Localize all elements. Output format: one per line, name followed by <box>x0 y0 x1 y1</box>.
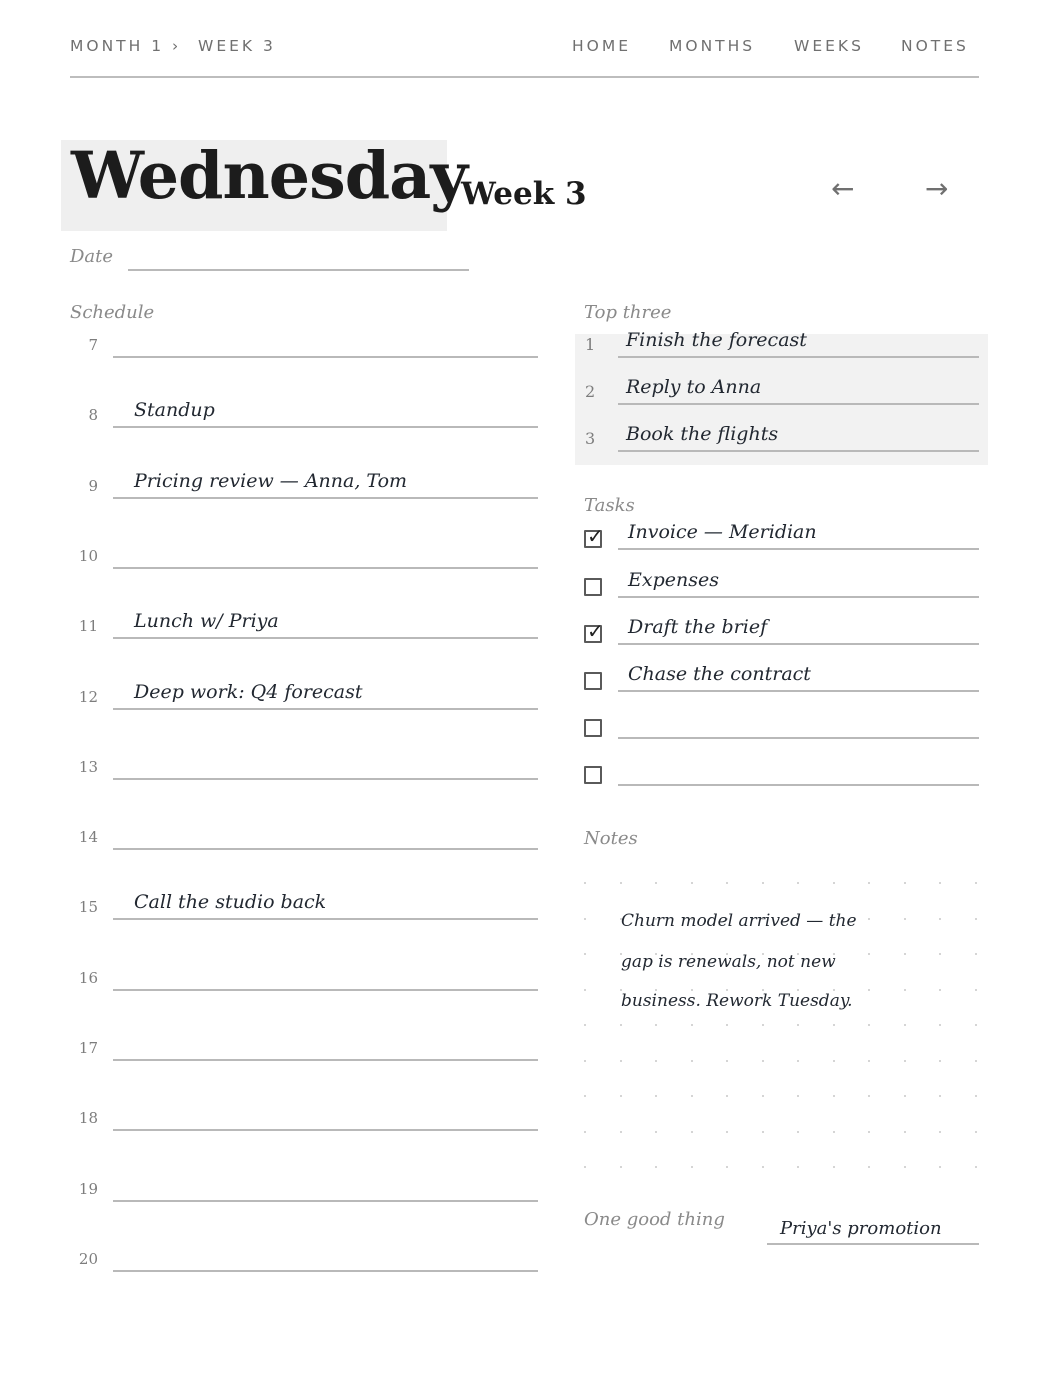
grid-dot <box>939 953 941 955</box>
schedule-hour: 11 <box>78 617 98 636</box>
grid-dot <box>726 1060 728 1062</box>
grid-dot <box>868 1095 870 1097</box>
grid-dot <box>691 1095 693 1097</box>
schedule-hour: 18 <box>78 1109 98 1128</box>
grid-dot <box>584 882 586 884</box>
grid-dot <box>620 1131 622 1133</box>
priority-item: Book the flights <box>626 423 779 445</box>
task-text: Draft the brief <box>628 616 768 638</box>
date-label: Date <box>70 246 114 267</box>
page-title: Wednesday <box>71 138 468 214</box>
schedule-hour: 15 <box>78 898 98 917</box>
grid-dot <box>833 1060 835 1062</box>
task-checkbox[interactable] <box>584 719 602 737</box>
schedule-line[interactable] <box>113 497 538 499</box>
task-line[interactable] <box>618 784 979 786</box>
notes-label: Notes <box>584 828 638 849</box>
grid-dot <box>833 1166 835 1168</box>
grid-dot <box>726 882 728 884</box>
priority-line[interactable] <box>618 450 979 452</box>
grid-dot <box>584 918 586 920</box>
grid-dot <box>655 1095 657 1097</box>
grid-dot <box>868 953 870 955</box>
grid-dot <box>762 1095 764 1097</box>
one-good-thing-value: Priya's promotion <box>780 1218 942 1239</box>
grid-dot <box>975 1024 977 1026</box>
task-text: Invoice — Meridian <box>628 521 817 543</box>
grid-dot <box>691 1131 693 1133</box>
schedule-hour: 10 <box>78 546 98 565</box>
grid-dot <box>762 1024 764 1026</box>
grid-dot <box>620 882 622 884</box>
grid-dot <box>975 1060 977 1062</box>
schedule-hour: 19 <box>78 1179 98 1198</box>
schedule-line[interactable] <box>113 989 538 991</box>
grid-dot <box>762 1166 764 1168</box>
schedule-line[interactable] <box>113 637 538 639</box>
grid-dot <box>868 1131 870 1133</box>
grid-dot <box>762 1131 764 1133</box>
grid-dot <box>655 1024 657 1026</box>
schedule-entry: Lunch w/ Priya <box>134 610 279 633</box>
task-checkbox[interactable] <box>584 766 602 784</box>
task-checkbox[interactable] <box>584 524 604 548</box>
grid-dot <box>904 1131 906 1133</box>
grid-dot <box>726 1131 728 1133</box>
nav-months[interactable]: MONTHS <box>669 37 756 55</box>
grid-dot <box>833 882 835 884</box>
grid-dot <box>833 1024 835 1026</box>
grid-dot <box>939 989 941 991</box>
checkmark-icon: ✓ <box>587 524 604 548</box>
grid-dot <box>939 1095 941 1097</box>
schedule-label: Schedule <box>70 302 155 323</box>
grid-dot <box>620 1024 622 1026</box>
grid-dot <box>868 882 870 884</box>
schedule-line[interactable] <box>113 1129 538 1131</box>
grid-dot <box>797 1131 799 1133</box>
grid-dot <box>726 1024 728 1026</box>
grid-dot <box>939 1166 941 1168</box>
grid-dot <box>691 1166 693 1168</box>
breadcrumb-week[interactable]: WEEK 3 <box>198 37 276 55</box>
grid-dot <box>939 882 941 884</box>
grid-dot <box>584 989 586 991</box>
schedule-line[interactable] <box>113 356 538 358</box>
grid-dot <box>655 882 657 884</box>
grid-dot <box>939 918 941 920</box>
grid-dot <box>904 882 906 884</box>
grid-dot <box>904 1060 906 1062</box>
nav-home[interactable]: HOME <box>572 37 632 55</box>
grid-dot <box>691 1024 693 1026</box>
schedule-hour: 20 <box>78 1249 98 1268</box>
schedule-entry: Deep work: Q4 forecast <box>134 680 363 703</box>
grid-dot <box>939 1060 941 1062</box>
schedule-hour: 14 <box>78 828 98 847</box>
grid-dot <box>655 1060 657 1062</box>
priority-item: Finish the forecast <box>626 329 807 351</box>
grid-dot <box>833 1095 835 1097</box>
note-line: gap is renewals, not new <box>621 952 836 972</box>
grid-dot <box>797 1166 799 1168</box>
grid-dot <box>797 882 799 884</box>
task-text: Expenses <box>628 569 719 591</box>
schedule-entry: Standup <box>134 399 215 422</box>
task-line[interactable] <box>618 690 979 692</box>
priority-number: 1 <box>585 335 596 354</box>
grid-dot <box>584 953 586 955</box>
grid-dot <box>904 1024 906 1026</box>
schedule-hour: 9 <box>88 476 98 495</box>
grid-dot <box>975 882 977 884</box>
schedule-line[interactable] <box>113 848 538 850</box>
priority-line[interactable] <box>618 356 979 358</box>
grid-dot <box>975 1166 977 1168</box>
one-good-thing-label: One good thing <box>584 1209 725 1230</box>
grid-dot <box>762 1060 764 1062</box>
grid-dot <box>797 1060 799 1062</box>
chevron-right-icon: › <box>172 37 179 55</box>
top-three-panel <box>575 334 988 465</box>
schedule-line[interactable] <box>113 1059 538 1061</box>
schedule-hour: 16 <box>78 968 98 987</box>
grid-dot <box>975 989 977 991</box>
note-line: business. Rework Tuesday. <box>621 991 853 1011</box>
schedule-hour: 13 <box>78 757 98 776</box>
grid-dot <box>797 1095 799 1097</box>
top-three-label: Top three <box>584 302 672 323</box>
task-checkbox[interactable] <box>584 619 604 643</box>
schedule-line[interactable] <box>113 426 538 428</box>
schedule-line[interactable] <box>113 778 538 780</box>
note-line: Churn model arrived — the <box>621 911 857 931</box>
grid-dot <box>584 1060 586 1062</box>
grid-dot <box>584 1166 586 1168</box>
schedule-entry: Call the studio back <box>134 891 327 914</box>
grid-dot <box>868 1166 870 1168</box>
breadcrumb-month[interactable]: MONTH 1 <box>70 37 165 55</box>
arrow-left-icon[interactable]: ← <box>831 172 855 205</box>
grid-dot <box>620 1095 622 1097</box>
grid-dot <box>655 1166 657 1168</box>
grid-dot <box>904 918 906 920</box>
grid-dot <box>904 989 906 991</box>
task-line[interactable] <box>618 737 979 739</box>
one-good-thing-field[interactable] <box>767 1243 979 1245</box>
grid-dot <box>726 1166 728 1168</box>
schedule-line[interactable] <box>113 1270 538 1272</box>
schedule-hour: 8 <box>88 406 98 425</box>
grid-dot <box>975 1131 977 1133</box>
task-text: Chase the contract <box>628 663 811 685</box>
grid-dot <box>868 1024 870 1026</box>
grid-dot <box>868 918 870 920</box>
task-checkbox[interactable] <box>584 672 602 690</box>
grid-dot <box>620 1060 622 1062</box>
grid-dot <box>762 882 764 884</box>
header-divider <box>70 76 979 78</box>
grid-dot <box>691 1060 693 1062</box>
nav-notes[interactable]: NOTES <box>901 37 969 55</box>
grid-dot <box>939 1131 941 1133</box>
grid-dot <box>904 953 906 955</box>
grid-dot <box>726 1095 728 1097</box>
tasks-label: Tasks <box>584 495 635 516</box>
grid-dot <box>975 918 977 920</box>
grid-dot <box>584 1024 586 1026</box>
grid-dot <box>584 1131 586 1133</box>
priority-number: 2 <box>585 382 596 401</box>
checkmark-icon: ✓ <box>587 619 604 643</box>
schedule-line[interactable] <box>113 567 538 569</box>
grid-dot <box>620 1166 622 1168</box>
task-line[interactable] <box>618 548 979 550</box>
schedule-hour: 7 <box>88 336 98 354</box>
grid-dot <box>904 1166 906 1168</box>
task-line[interactable] <box>618 596 979 598</box>
grid-dot <box>584 1095 586 1097</box>
grid-dot <box>868 1060 870 1062</box>
schedule-line[interactable] <box>113 708 538 710</box>
grid-dot <box>655 1131 657 1133</box>
grid-dot <box>975 1095 977 1097</box>
schedule-entry: Pricing review — Anna, Tom <box>134 469 408 492</box>
grid-dot <box>868 989 870 991</box>
schedule-hour: 12 <box>78 687 98 706</box>
schedule-line[interactable] <box>113 918 538 920</box>
grid-dot <box>904 1095 906 1097</box>
grid-dot <box>833 1131 835 1133</box>
task-line[interactable] <box>618 643 979 645</box>
week-label: Week 3 <box>461 176 587 212</box>
priority-number: 3 <box>585 429 596 448</box>
nav-weeks[interactable]: WEEKS <box>794 37 864 55</box>
priority-line[interactable] <box>618 403 979 405</box>
arrow-right-icon[interactable]: → <box>925 172 949 205</box>
grid-dot <box>797 1024 799 1026</box>
grid-dot <box>975 953 977 955</box>
grid-dot <box>939 1024 941 1026</box>
date-field[interactable] <box>128 269 469 271</box>
schedule-line[interactable] <box>113 1200 538 1202</box>
grid-dot <box>691 882 693 884</box>
task-checkbox[interactable] <box>584 578 602 596</box>
schedule-hour: 17 <box>78 1039 98 1057</box>
priority-item: Reply to Anna <box>626 376 762 398</box>
